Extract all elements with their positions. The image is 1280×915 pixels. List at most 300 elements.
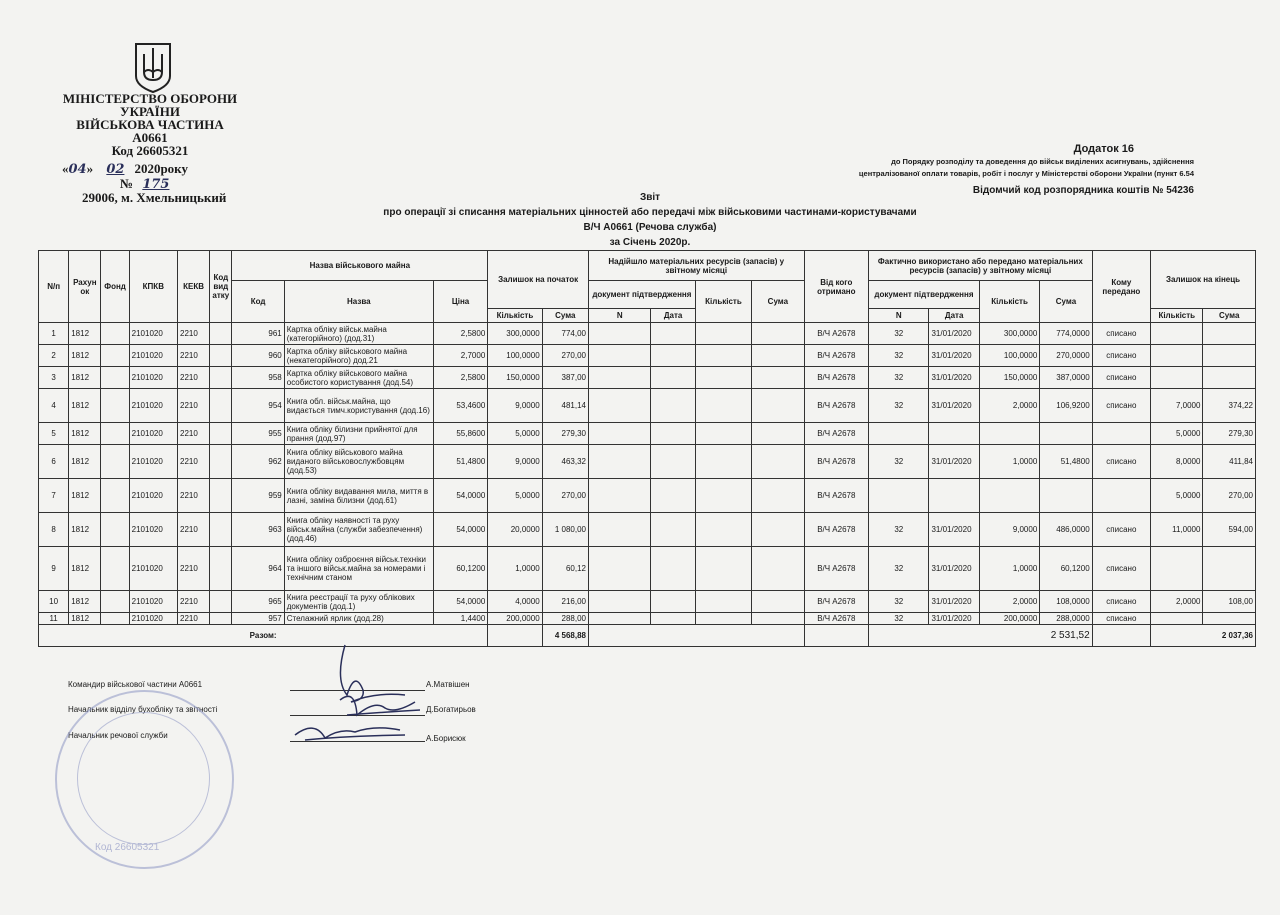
table-row bbox=[39, 423, 1256, 445]
cell-cs: 374,22 bbox=[1203, 389, 1256, 423]
cell-empty bbox=[588, 547, 650, 591]
cell-empty bbox=[752, 591, 804, 613]
col-opening-qty: Кількість bbox=[488, 309, 542, 323]
cell-code: 965 bbox=[232, 591, 284, 613]
col-closing: Залишок на кінець bbox=[1151, 251, 1256, 309]
cell-dn: 32 bbox=[869, 591, 929, 613]
cell-cs bbox=[1203, 547, 1256, 591]
cell-price: 2,5800 bbox=[433, 367, 487, 389]
cell-us bbox=[1040, 479, 1092, 513]
cell-kpkv: 2101020 bbox=[129, 423, 177, 445]
cell-n: 10 bbox=[39, 591, 69, 613]
city-address: 29006, м. Хмельницький bbox=[82, 190, 227, 205]
cell-n: 1 bbox=[39, 323, 69, 345]
cell-n: 2 bbox=[39, 345, 69, 367]
appendix-text-1: до Порядку розподілу та доведення до військ виділених асигнувань, здійснення bbox=[891, 157, 1194, 166]
cell-from: В/Ч А2678 bbox=[804, 323, 868, 345]
cell-to: списано bbox=[1092, 513, 1150, 547]
cell-cq: 2,0000 bbox=[1151, 591, 1203, 613]
cell-oq: 150,0000 bbox=[488, 367, 542, 389]
cell-cs: 411,84 bbox=[1203, 445, 1256, 479]
cell-price: 53,4600 bbox=[433, 389, 487, 423]
cell-dn: 32 bbox=[869, 323, 929, 345]
cell-empty bbox=[210, 389, 232, 423]
cell-to: списано bbox=[1092, 445, 1150, 479]
cell-empty bbox=[588, 445, 650, 479]
cell-empty bbox=[588, 323, 650, 345]
total-opening: 4 568,88 bbox=[542, 625, 588, 647]
cell-cq: 11,0000 bbox=[1151, 513, 1203, 547]
cell-dn bbox=[869, 479, 929, 513]
date-mid: » bbox=[86, 161, 94, 176]
cell-kpkv: 2101020 bbox=[129, 445, 177, 479]
cell-cs bbox=[1203, 613, 1256, 625]
title-line-2: про операції зі списання матеріальних цінностей або передачі між військовими частинами-користувачами bbox=[383, 207, 917, 218]
cell-cq bbox=[1151, 547, 1203, 591]
cell-kekv: 2210 bbox=[178, 479, 210, 513]
cell-oq: 1,0000 bbox=[488, 547, 542, 591]
cell-acc: 1812 bbox=[69, 513, 101, 547]
cell-empty bbox=[752, 323, 804, 345]
cell-kpkv: 2101020 bbox=[129, 323, 177, 345]
table-row bbox=[39, 547, 1256, 591]
cell-dd: 31/01/2020 bbox=[929, 323, 979, 345]
cell-oq: 300,0000 bbox=[488, 323, 542, 345]
registration-date bbox=[62, 161, 188, 177]
cell-code: 955 bbox=[232, 423, 284, 445]
cell-cq: 5,0000 bbox=[1151, 479, 1203, 513]
date-suffix: року bbox=[160, 161, 188, 176]
cell-from: В/Ч А2678 bbox=[804, 547, 868, 591]
cell-os: 463,32 bbox=[542, 445, 588, 479]
cell-oq: 9,0000 bbox=[488, 389, 542, 423]
table-row bbox=[39, 479, 1256, 513]
cell-oq: 9,0000 bbox=[488, 445, 542, 479]
cell-name: Книга обліку озброєння військ.техніки та іншого військ.майна за номерами і технічним станом bbox=[284, 547, 433, 591]
cell-code: 960 bbox=[232, 345, 284, 367]
cell-kpkv: 2101020 bbox=[129, 345, 177, 367]
cell-empty bbox=[695, 389, 751, 423]
cell-code: 958 bbox=[232, 367, 284, 389]
cell-code: 963 bbox=[232, 513, 284, 547]
cell-us bbox=[1040, 423, 1092, 445]
cell-n: 4 bbox=[39, 389, 69, 423]
cell-cq: 7,0000 bbox=[1151, 389, 1203, 423]
cell-code: 957 bbox=[232, 613, 284, 625]
cell-dn: 32 bbox=[869, 445, 929, 479]
cell-kpkv: 2101020 bbox=[129, 367, 177, 389]
cell-dn: 32 bbox=[869, 389, 929, 423]
table-row bbox=[39, 513, 1256, 547]
cell-os: 288,00 bbox=[542, 613, 588, 625]
cell-dd: 31/01/2020 bbox=[929, 591, 979, 613]
cell-empty bbox=[651, 423, 695, 445]
cell-empty bbox=[210, 613, 232, 625]
col-used-doc-n: N bbox=[869, 309, 929, 323]
cell-uq: 100,0000 bbox=[979, 345, 1039, 367]
cell-cs: 270,00 bbox=[1203, 479, 1256, 513]
cell-cq: 5,0000 bbox=[1151, 423, 1203, 445]
appendix-text-2: централізованої оплати товарів, робіт і послуг у Міністерстві оборони України (пункт 6.54 bbox=[858, 169, 1194, 178]
cell-empty bbox=[210, 547, 232, 591]
cell-empty bbox=[695, 613, 751, 625]
cell-uq: 1,0000 bbox=[979, 445, 1039, 479]
col-to: Кому передано bbox=[1092, 251, 1150, 323]
col-used: Фактично використано або передано матеріальних ресурсів (запасів) у звітному місяці bbox=[869, 251, 1093, 281]
cell-empty bbox=[752, 445, 804, 479]
cell-empty bbox=[101, 323, 129, 345]
cell-price: 54,0000 bbox=[433, 591, 487, 613]
cell-empty bbox=[695, 323, 751, 345]
cell-empty bbox=[588, 389, 650, 423]
cell-kpkv: 2101020 bbox=[129, 547, 177, 591]
cell-empty bbox=[588, 613, 650, 625]
cell-empty bbox=[210, 367, 232, 389]
col-account: Рахун ок bbox=[69, 251, 101, 323]
cell-from: В/Ч А2678 bbox=[804, 367, 868, 389]
cell-name: Книга обліку наявності та руху військ.майна (служби забезпечення) (дод.46) bbox=[284, 513, 433, 547]
cell-empty bbox=[210, 323, 232, 345]
cell-price: 54,0000 bbox=[433, 479, 487, 513]
cell-uq: 9,0000 bbox=[979, 513, 1039, 547]
cell-os: 774,00 bbox=[542, 323, 588, 345]
cell-from: В/Ч А2678 bbox=[804, 345, 868, 367]
cell-dd: 31/01/2020 bbox=[929, 367, 979, 389]
cell-empty bbox=[695, 479, 751, 513]
cell-name: Картка обліку військ.майна (категорійного) (дод.31) bbox=[284, 323, 433, 345]
cell-acc: 1812 bbox=[69, 479, 101, 513]
cell-empty bbox=[651, 591, 695, 613]
number-value: 175 bbox=[142, 177, 170, 192]
cell-kekv: 2210 bbox=[178, 389, 210, 423]
signature-role-1: Командир військової частини А0661 bbox=[68, 680, 203, 689]
title-line-3: В/Ч А0661 (Речова служба) bbox=[583, 222, 717, 233]
cell-kpkv: 2101020 bbox=[129, 389, 177, 423]
cell-acc: 1812 bbox=[69, 367, 101, 389]
cell-uq: 2,0000 bbox=[979, 591, 1039, 613]
appendix-title: Додаток 16 bbox=[1073, 143, 1134, 155]
cell-empty bbox=[101, 389, 129, 423]
cell-empty bbox=[588, 423, 650, 445]
title-line-1: Звіт bbox=[639, 192, 661, 203]
cell-empty bbox=[651, 445, 695, 479]
signature-name-2: Д.Богатирьов bbox=[426, 705, 476, 714]
cell-uq bbox=[979, 479, 1039, 513]
number-prefix: № bbox=[120, 176, 134, 191]
cell-name: Книга реєстрації та руху облікових документів (дод.1) bbox=[284, 591, 433, 613]
cell-empty bbox=[101, 513, 129, 547]
cell-os: 270,00 bbox=[542, 345, 588, 367]
col-name: Назва bbox=[284, 281, 433, 323]
cell-dd: 31/01/2020 bbox=[929, 613, 979, 625]
cell-acc: 1812 bbox=[69, 547, 101, 591]
appendix-code: Відомчий код розпорядника коштів № 54236 bbox=[972, 185, 1194, 196]
cell-empty bbox=[752, 513, 804, 547]
cell-oq: 100,0000 bbox=[488, 345, 542, 367]
cell-kekv: 2210 bbox=[178, 445, 210, 479]
col-from: Від кого отримано bbox=[804, 251, 868, 323]
table-row bbox=[39, 345, 1256, 367]
table-row bbox=[39, 591, 1256, 613]
cell-empty bbox=[101, 591, 129, 613]
cell-cs bbox=[1203, 367, 1256, 389]
cell-kpkv: 2101020 bbox=[129, 591, 177, 613]
cell-name: Книга обл. військ.майна, що видається тимч.користування (дод.16) bbox=[284, 389, 433, 423]
cell-dn: 32 bbox=[869, 547, 929, 591]
cell-empty bbox=[210, 445, 232, 479]
cell-empty bbox=[651, 613, 695, 625]
cell-n: 5 bbox=[39, 423, 69, 445]
cell-uq: 1,0000 bbox=[979, 547, 1039, 591]
cell-n: 6 bbox=[39, 445, 69, 479]
cell-oq: 5,0000 bbox=[488, 423, 542, 445]
cell-kekv: 2210 bbox=[178, 323, 210, 345]
cell-to bbox=[1092, 479, 1150, 513]
stamp-inner-ring bbox=[77, 712, 210, 845]
cell-dd: 31/01/2020 bbox=[929, 345, 979, 367]
cell-kekv: 2210 bbox=[178, 367, 210, 389]
cell-acc: 1812 bbox=[69, 389, 101, 423]
cell-price: 60,1200 bbox=[433, 547, 487, 591]
col-opening: Залишок на початок bbox=[488, 251, 589, 309]
cell-empty bbox=[588, 367, 650, 389]
cell-dn: 32 bbox=[869, 613, 929, 625]
cell-oq: 4,0000 bbox=[488, 591, 542, 613]
total-label: Разом: bbox=[39, 625, 488, 647]
ministry-line-2: УКРАЇНИ bbox=[120, 104, 180, 119]
cell-empty bbox=[752, 547, 804, 591]
cell-to: списано bbox=[1092, 323, 1150, 345]
ministry-line-5: Код 26605321 bbox=[111, 143, 189, 158]
cell-empty bbox=[651, 547, 695, 591]
cell-empty bbox=[101, 367, 129, 389]
cell-cq bbox=[1151, 367, 1203, 389]
cell-dd: 31/01/2020 bbox=[929, 547, 979, 591]
cell-os: 1 080,00 bbox=[542, 513, 588, 547]
cell-empty bbox=[695, 445, 751, 479]
cell-kekv: 2210 bbox=[178, 423, 210, 445]
cell-kpkv: 2101020 bbox=[129, 479, 177, 513]
cell-empty bbox=[101, 445, 129, 479]
total-closing: 2 037,36 bbox=[1151, 625, 1256, 647]
cell-to: списано bbox=[1092, 547, 1150, 591]
cell-acc: 1812 bbox=[69, 613, 101, 625]
cell-os: 216,00 bbox=[542, 591, 588, 613]
cell-empty bbox=[588, 479, 650, 513]
cell-empty bbox=[210, 591, 232, 613]
ministry-line-3: ВІЙСЬКОВА ЧАСТИНА bbox=[76, 117, 224, 132]
ministry-line-4: А0661 bbox=[132, 130, 168, 145]
cell-os: 60,12 bbox=[542, 547, 588, 591]
cell-empty bbox=[752, 613, 804, 625]
cell-us: 288,0000 bbox=[1040, 613, 1092, 625]
cell-cs: 279,30 bbox=[1203, 423, 1256, 445]
col-used-doc: документ підтвердження bbox=[869, 281, 980, 309]
cell-name: Картка обліку військового майна особистого користування (дод.54) bbox=[284, 367, 433, 389]
cell-kekv: 2210 bbox=[178, 591, 210, 613]
cell-acc: 1812 bbox=[69, 345, 101, 367]
cell-acc: 1812 bbox=[69, 591, 101, 613]
report-title bbox=[340, 190, 960, 250]
col-closing-qty: Кількість bbox=[1151, 309, 1203, 323]
col-kpkv: КПКВ bbox=[129, 251, 177, 323]
trident-emblem-icon bbox=[133, 42, 173, 94]
cell-oq: 200,0000 bbox=[488, 613, 542, 625]
cell-us: 106,9200 bbox=[1040, 389, 1092, 423]
cell-price: 2,5800 bbox=[433, 323, 487, 345]
col-price: Ціна bbox=[433, 281, 487, 323]
cell-empty bbox=[695, 423, 751, 445]
cell-uq: 300,0000 bbox=[979, 323, 1039, 345]
cell-dn: 32 bbox=[869, 513, 929, 547]
cell-empty bbox=[210, 513, 232, 547]
cell-empty bbox=[752, 479, 804, 513]
cell-dn: 32 bbox=[869, 367, 929, 389]
cell-price: 51,4800 bbox=[433, 445, 487, 479]
cell-to: списано bbox=[1092, 367, 1150, 389]
cell-cs: 594,00 bbox=[1203, 513, 1256, 547]
signature-name-3: А.Борисюк bbox=[426, 734, 466, 743]
cell-empty bbox=[651, 479, 695, 513]
cell-kpkv: 2101020 bbox=[129, 513, 177, 547]
cell-kpkv: 2101020 bbox=[129, 613, 177, 625]
table-row bbox=[39, 389, 1256, 423]
cell-os: 279,30 bbox=[542, 423, 588, 445]
cell-acc: 1812 bbox=[69, 423, 101, 445]
cell-dd: 31/01/2020 bbox=[929, 445, 979, 479]
cell-from: В/Ч А2678 bbox=[804, 591, 868, 613]
cell-os: 387,00 bbox=[542, 367, 588, 389]
cell-empty bbox=[695, 591, 751, 613]
cell-dn bbox=[869, 423, 929, 445]
col-received-qty: Кількість bbox=[695, 281, 751, 323]
cell-cq bbox=[1151, 323, 1203, 345]
cell-uq bbox=[979, 423, 1039, 445]
cell-empty bbox=[752, 345, 804, 367]
cell-us: 60,1200 bbox=[1040, 547, 1092, 591]
cell-to bbox=[1092, 423, 1150, 445]
cell-n: 11 bbox=[39, 613, 69, 625]
cell-from: В/Ч А2678 bbox=[804, 613, 868, 625]
cell-empty bbox=[651, 345, 695, 367]
table-row bbox=[39, 367, 1256, 389]
cell-cs bbox=[1203, 345, 1256, 367]
col-received-doc: документ підтвердження bbox=[588, 281, 695, 309]
cell-code: 954 bbox=[232, 389, 284, 423]
cell-cq bbox=[1151, 345, 1203, 367]
cell-name: Книга обліку військового майна виданого військовослужбовцям (дод.53) bbox=[284, 445, 433, 479]
cell-us: 108,0000 bbox=[1040, 591, 1092, 613]
cell-us: 387,0000 bbox=[1040, 367, 1092, 389]
col-closing-sum: Сума bbox=[1203, 309, 1256, 323]
col-fund: Фонд bbox=[101, 251, 129, 323]
cell-code: 964 bbox=[232, 547, 284, 591]
cell-to: списано bbox=[1092, 389, 1150, 423]
date-prefix: « bbox=[62, 161, 69, 176]
cell-os: 270,00 bbox=[542, 479, 588, 513]
cell-empty bbox=[101, 613, 129, 625]
cell-n: 9 bbox=[39, 547, 69, 591]
cell-uq: 150,0000 bbox=[979, 367, 1039, 389]
cell-name: Книга обліку видавання мила, миття в лазні, заміна білизни (дод.61) bbox=[284, 479, 433, 513]
cell-empty bbox=[210, 345, 232, 367]
cell-empty bbox=[695, 513, 751, 547]
cell-kekv: 2210 bbox=[178, 513, 210, 547]
total-used: 2 531,52 bbox=[869, 625, 1093, 647]
cell-dd bbox=[929, 479, 979, 513]
cell-price: 54,0000 bbox=[433, 513, 487, 547]
cell-from: В/Ч А2678 bbox=[804, 513, 868, 547]
cell-empty bbox=[651, 367, 695, 389]
cell-cs: 108,00 bbox=[1203, 591, 1256, 613]
cell-us: 486,0000 bbox=[1040, 513, 1092, 547]
cell-dd bbox=[929, 423, 979, 445]
ministry-block bbox=[55, 92, 245, 157]
signature-name-1: А.Матвішен bbox=[426, 680, 470, 689]
cell-dn: 32 bbox=[869, 345, 929, 367]
cell-code: 962 bbox=[232, 445, 284, 479]
col-kind-code: Код вид атку bbox=[210, 251, 232, 323]
cell-empty bbox=[752, 389, 804, 423]
date-day: 04 bbox=[68, 162, 87, 177]
cell-empty bbox=[101, 345, 129, 367]
cell-uq: 200,0000 bbox=[979, 613, 1039, 625]
col-used-doc-date: Дата bbox=[929, 309, 979, 323]
cell-n: 7 bbox=[39, 479, 69, 513]
cell-kekv: 2210 bbox=[178, 613, 210, 625]
ministry-line-1: МІНІСТЕРСТВО ОБОРОНИ bbox=[62, 91, 238, 106]
cell-from: В/Ч А2678 bbox=[804, 389, 868, 423]
appendix-block bbox=[774, 143, 1194, 196]
cell-empty bbox=[588, 513, 650, 547]
cell-empty bbox=[752, 367, 804, 389]
cell-price: 55,8600 bbox=[433, 423, 487, 445]
cell-acc: 1812 bbox=[69, 445, 101, 479]
cell-empty bbox=[101, 547, 129, 591]
date-year: 2020 bbox=[134, 161, 161, 176]
cell-code: 959 bbox=[232, 479, 284, 513]
title-line-4: за Січень 2020р. bbox=[609, 237, 691, 248]
cell-us: 774,0000 bbox=[1040, 323, 1092, 345]
col-received-sum: Сума bbox=[752, 281, 804, 323]
cell-to: списано bbox=[1092, 613, 1150, 625]
table-row bbox=[39, 323, 1256, 345]
date-month: 02 bbox=[106, 162, 125, 177]
cell-empty bbox=[695, 345, 751, 367]
cell-cq: 8,0000 bbox=[1151, 445, 1203, 479]
col-kekv: КЕКВ bbox=[178, 251, 210, 323]
cell-empty bbox=[651, 323, 695, 345]
cell-empty bbox=[101, 423, 129, 445]
cell-dd: 31/01/2020 bbox=[929, 513, 979, 547]
cell-price: 2,7000 bbox=[433, 345, 487, 367]
cell-empty bbox=[588, 591, 650, 613]
cell-from: В/Ч А2678 bbox=[804, 445, 868, 479]
cell-uq: 2,0000 bbox=[979, 389, 1039, 423]
cell-name: Стелажний ярлик (дод.28) bbox=[284, 613, 433, 625]
col-used-qty: Кількість bbox=[979, 281, 1039, 323]
cell-empty bbox=[695, 547, 751, 591]
cell-name: Книга обліку білизни прийнятої для прання (дод.97) bbox=[284, 423, 433, 445]
table-row bbox=[39, 445, 1256, 479]
cell-code: 961 bbox=[232, 323, 284, 345]
cell-price: 1,4400 bbox=[433, 613, 487, 625]
signature-role-2: Начальник відділу бухобліку та звітності bbox=[68, 705, 218, 714]
signature-role-3: Начальник речової служби bbox=[68, 731, 168, 740]
cell-empty bbox=[588, 345, 650, 367]
cell-acc: 1812 bbox=[69, 323, 101, 345]
cell-kekv: 2210 bbox=[178, 547, 210, 591]
